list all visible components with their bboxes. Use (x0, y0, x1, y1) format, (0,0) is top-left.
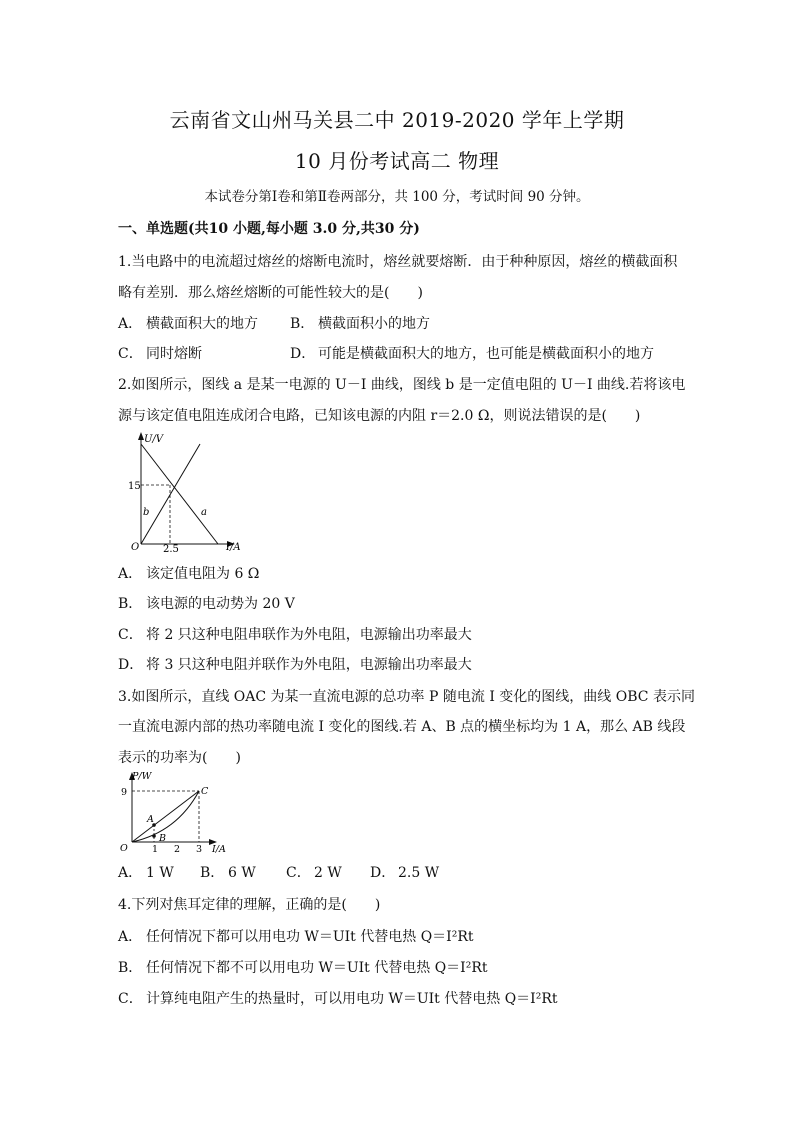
q4-option-c-label: C． (118, 991, 143, 1007)
q3-stem-line3: 表示的功率为( ) (118, 750, 241, 766)
q3-y-axis-label: P/W (132, 771, 152, 782)
q1-stem-line2: 略有差别．那么熔丝熔断的可能性较大的是( ) (118, 285, 423, 301)
q2-option-c (118, 624, 472, 644)
q2-option-b-text: 该电源的电动势为 20 V (146, 596, 295, 612)
q4-option-c-text: 计算纯电阻产生的热量时，可以用电功 W＝UIt 代替电热 Q＝I²Rt (146, 991, 558, 1007)
q3-option-d (370, 862, 439, 882)
q3-option-d-label: D． (370, 865, 396, 881)
q3-option-c-text: 2 W (314, 865, 342, 881)
q2-option-a-label: A． (118, 566, 143, 582)
q2-option-b (118, 593, 295, 613)
q3-x-tick-2: 2 (174, 844, 181, 854)
section-heading: 一、单选题(共10 小题,每小题 3.0 分,共30 分) (118, 221, 420, 237)
q3-option-d-text: 2.5 W (398, 865, 440, 881)
q4-option-a-text: 任何情况下都可以用电功 W＝UIt 代替电热 Q＝I²Rt (146, 929, 474, 945)
q4-option-b (118, 957, 487, 977)
q3-option-a-text: 1 W (146, 865, 174, 881)
q3-stem-line1: 3.如图所示，直线 OAC 为某一直流电源的总功率 P 随电流 I 变化的图线，曲线 OBC 表示同 (118, 689, 695, 705)
q2-origin-label: O (131, 542, 140, 553)
q4-option-c (118, 988, 557, 1008)
q3-point-b-label: B (159, 833, 166, 844)
q1-stem-line1: 1.当电路中的电流超过熔丝的熔断电流时，熔丝就要熔断．由于种种原因，熔丝的横截面积 (118, 254, 678, 270)
exam-subtitle: 10 月份考试高二 物理 (294, 149, 500, 173)
q2-option-c-label: C． (118, 627, 143, 643)
q3-point-a-label: A (147, 814, 154, 825)
q1-option-c-label: C． (118, 346, 143, 362)
q1-option-b (290, 313, 430, 333)
q3-option-b-label: B． (200, 865, 225, 881)
q4-option-a-label: A． (118, 929, 143, 945)
q2-line-b (141, 444, 200, 544)
exam-intro: 本试卷分第Ⅰ卷和第Ⅱ卷两部分，共 100 分，考试时间 90 分钟。 (204, 189, 590, 205)
q1-option-b-label: B． (290, 316, 315, 332)
q2-option-c-text: 将 2 只这种电阻串联作为外电阻，电源输出功率最大 (146, 627, 472, 643)
q1-option-d (290, 343, 654, 363)
q3-y-tick: 9 (121, 787, 128, 798)
q3-pi-graph (117, 770, 232, 854)
q2-line-a (141, 444, 218, 544)
q2-stem-line1: 2.如图所示，图线 a 是某一电源的 U－I 曲线，图线 b 是一定值电阻的 U－I 曲线.若将该电 (118, 377, 686, 393)
q1-option-a-text: 横截面积大的地方 (146, 316, 258, 332)
q2-option-a (118, 563, 259, 583)
q2-option-a-text: 该定值电阻为 6 Ω (146, 566, 260, 582)
q3-x-tick-1: 1 (152, 844, 159, 854)
q2-x-tick: 2.5 (163, 544, 179, 554)
q2-option-b-label: B． (118, 596, 143, 612)
q2-line-a-label: a (201, 507, 207, 518)
q3-x-axis-label: I/A (212, 844, 226, 854)
q1-option-d-label: D． (290, 346, 316, 362)
q3-origin-label: O (120, 843, 128, 854)
q3-point-b-dot (152, 834, 156, 838)
q3-option-a-label: A． (118, 865, 143, 881)
q2-x-axis-label: I/A (226, 542, 241, 553)
q4-option-b-label: B． (118, 960, 143, 976)
q3-point-c-label: C (201, 786, 209, 797)
q2-line-b-label: b (143, 507, 150, 518)
q4-stem-line1: 4.下列对焦耳定律的理解，正确的是( ) (118, 897, 381, 913)
q3-option-c (286, 862, 342, 882)
q2-ui-graph (128, 430, 244, 554)
q2-option-d-text: 将 3 只这种电阻并联作为外电阻，电源输出功率最大 (146, 657, 472, 673)
q3-option-b-text: 6 W (228, 865, 256, 881)
q2-option-d-label: D． (118, 657, 144, 673)
q3-option-a (118, 862, 174, 882)
q3-option-b (200, 862, 256, 882)
q3-stem-line2: 一直流电源内部的热功率随电流 I 变化的图线.若 A、B 点的横坐标均为 1 A，那么 AB 线段 (118, 719, 686, 735)
q3-x-tick-3: 3 (196, 844, 203, 854)
q2-y-tick: 15 (128, 481, 141, 492)
q4-option-b-text: 任何情况下都不可以用电功 W＝UIt 代替电热 Q＝I²Rt (146, 960, 488, 976)
q1-option-a-label: A． (118, 316, 143, 332)
q1-option-a (118, 313, 258, 333)
q4-option-a (118, 926, 473, 946)
q1-option-c-text: 同时熔断 (146, 346, 202, 362)
q2-y-axis-label: U/V (144, 434, 164, 445)
q1-option-c (118, 343, 202, 363)
q2-stem-line2: 源与该定值电阻连成闭合电路，已知该电源的内阻 r＝2.0 Ω，则说法错误的是( ) (118, 408, 641, 424)
q2-option-d (118, 654, 472, 674)
q3-option-c-label: C． (286, 865, 311, 881)
q1-option-b-text: 横截面积小的地方 (318, 316, 430, 332)
q1-option-d-text: 可能是横截面积大的地方，也可能是横截面积小的地方 (318, 346, 654, 362)
exam-title: 云南省文山州马关县二中 2019-2020 学年上学期 (169, 108, 625, 132)
